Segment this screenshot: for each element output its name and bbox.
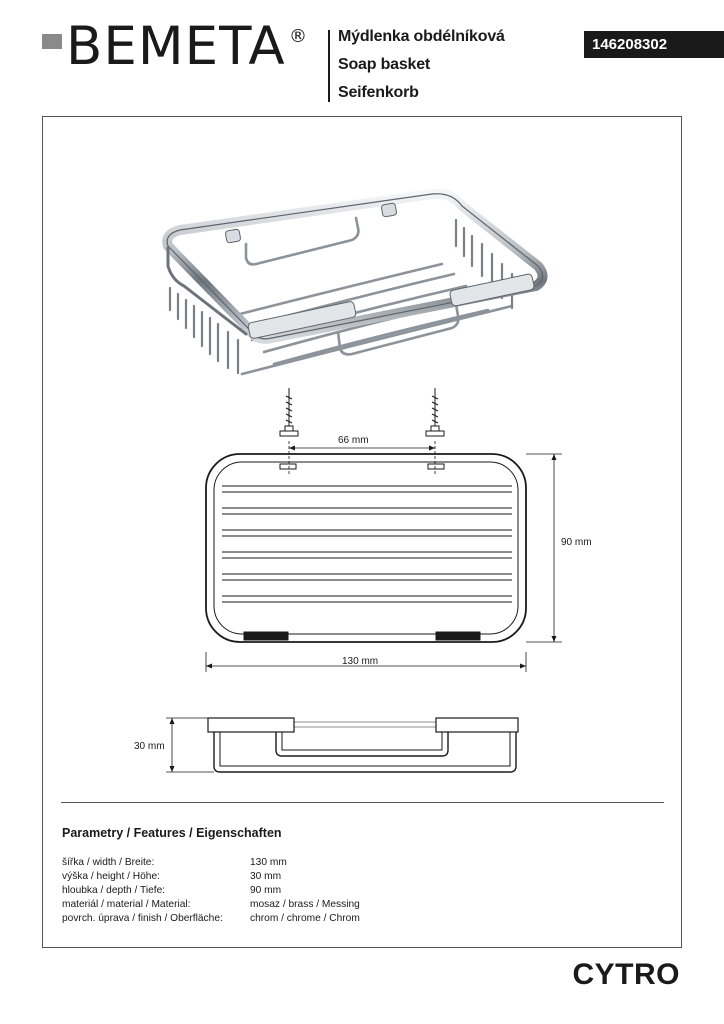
depth-label: 90 mm <box>561 537 592 548</box>
series-name: CYTRO <box>572 958 680 991</box>
height-dimension <box>166 718 214 772</box>
spec-value-depth: 90 mm <box>250 885 282 896</box>
product-name-cz: Mýdlenka obdélníková <box>338 28 505 45</box>
spec-value-material: mosaz / brass / Messing <box>250 899 360 910</box>
spec-label-depth: hloubka / depth / Tiefe: <box>62 885 166 896</box>
depth-dimension <box>526 454 562 642</box>
hole-spacing-dimension <box>289 441 435 476</box>
spec-label-finish: povrch. úprava / finish / Oberfläche: <box>62 913 223 924</box>
spec-label-width: šířka / width / Breite: <box>62 857 155 868</box>
top-view <box>206 454 526 642</box>
spec-label-material: materiál / material / Material: <box>62 899 191 910</box>
height-label: 30 mm <box>134 741 165 752</box>
side-view <box>208 718 518 772</box>
technical-drawing <box>42 116 682 796</box>
features-title: Parametry / Features / Eigenschaften <box>62 826 282 840</box>
product-name-en: Soap basket <box>338 56 431 73</box>
logo-square-icon <box>42 34 62 49</box>
registered-mark: ® <box>289 26 307 47</box>
product-name-de: Seifenkorb <box>338 84 419 101</box>
title-separator <box>328 30 330 102</box>
mounting-screw-right <box>426 388 444 436</box>
spec-value-width: 130 mm <box>250 857 287 868</box>
product-photo <box>167 194 542 374</box>
width-label: 130 mm <box>342 656 379 667</box>
spec-value-finish: chrom / chrome / Chrom <box>250 913 360 924</box>
mounting-screw-left <box>280 388 298 436</box>
hole-spacing-label: 66 mm <box>338 435 369 446</box>
brand-logo: BEMETA <box>66 16 286 77</box>
section-separator <box>61 802 664 803</box>
spec-value-height: 30 mm <box>250 871 282 882</box>
spec-label-height: výška / height / Höhe: <box>62 871 160 882</box>
product-code: 146208302 <box>584 31 724 58</box>
